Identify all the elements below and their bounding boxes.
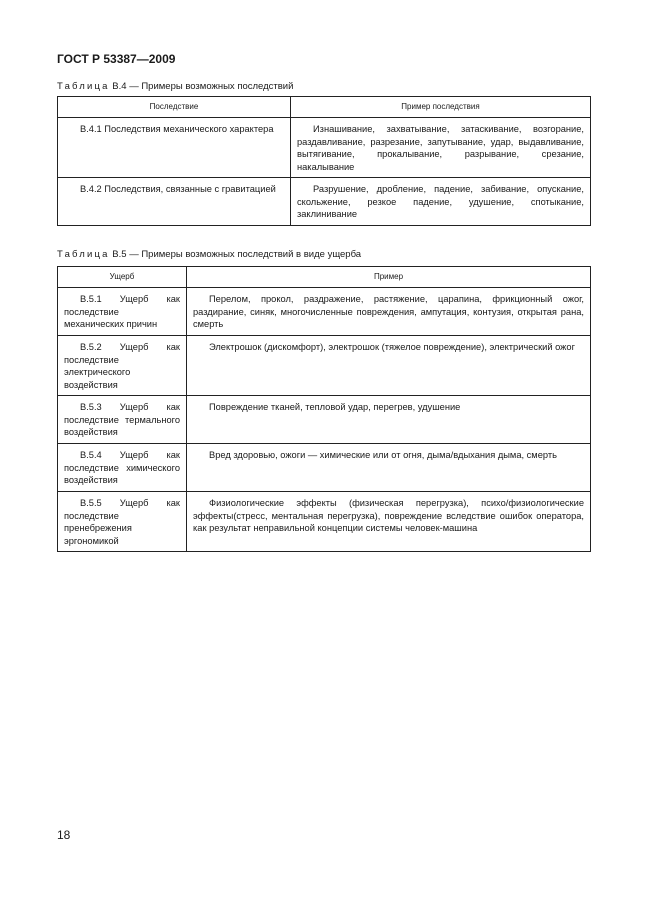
example-cell: Перелом, прокол, раздражение, растяжение, царапина, фрикционный ожог, раздирание, синяк, многочисленные повреждения, ампутация, контузия, открытая рана, смерть	[187, 288, 591, 336]
table-b5-caption-prefix: Таблица	[57, 249, 110, 260]
document-id: ГОСТ Р 53387—2009	[57, 52, 176, 66]
table-row	[58, 288, 591, 336]
table-b4-caption	[57, 81, 293, 92]
damage-cell: В.5.3 Ущерб как последствие термального воздействия	[58, 396, 187, 444]
damage-cell: В.5.5 Ущерб как последствие пренебрежения эргономикой	[58, 492, 187, 552]
table-b5-caption-title: В.5 — Примеры возможных последствий в виде ущерба	[109, 249, 362, 260]
column-header-example: Пример	[187, 267, 591, 288]
example-cell: Вред здоровью, ожоги — химические или от огня, дыма/вдыхания дыма, смерть	[187, 444, 591, 492]
column-header-example: Пример последствия	[291, 97, 591, 118]
example-cell: Разрушение, дробление, падение, забивание, опускание, скольжение, резкое падение, удушение, спотыкание, заклинивание	[291, 178, 591, 226]
example-cell: Физиологические эффекты (физическая перегрузка), психо/физиологические эффекты(стресс, ментальная перегрузка), повреждение вследствие ошибок оператора, как результат неправильной концепции системы человек-машина	[187, 492, 591, 552]
table-row	[58, 444, 591, 492]
table-row	[58, 336, 591, 396]
table-row	[58, 118, 591, 178]
table-b5	[57, 266, 591, 552]
table-row	[58, 492, 591, 552]
column-header-damage: Ущерб	[58, 267, 187, 288]
damage-cell: В.5.4 Ущерб как последствие химического воздействия	[58, 444, 187, 492]
consequence-cell: В.4.1 Последствия механического характера	[58, 118, 291, 178]
damage-cell: В.5.2 Ущерб как последствие электрического воздействия	[58, 336, 187, 396]
table-row	[58, 396, 591, 444]
damage-cell: В.5.1 Ущерб как последствие механических причин	[58, 288, 187, 336]
table-header-row	[58, 97, 591, 118]
column-header-consequence: Последствие	[58, 97, 291, 118]
table-row	[58, 178, 591, 226]
example-cell: Повреждение тканей, тепловой удар, перегрев, удушение	[187, 396, 591, 444]
example-cell: Изнашивание, захватывание, затаскивание, возгорание, раздавливание, разрезание, запутывание, удар, выдавливание, вытягивание, прокалывание, разрывание, срезание, накалывание	[291, 118, 591, 178]
table-header-row	[58, 267, 591, 288]
consequence-cell: В.4.2 Последствия, связанные с гравитацией	[58, 178, 291, 226]
table-b4	[57, 96, 591, 226]
table-b4-caption-title: В.4 — Примеры возможных последствий	[109, 81, 294, 92]
page-number: 18	[57, 828, 71, 842]
example-cell: Электрошок (дискомфорт), электрошок (тяжелое повреждение), электрический ожог	[187, 336, 591, 396]
table-b4-caption-prefix: Таблица	[57, 81, 110, 92]
table-b5-caption	[57, 249, 361, 260]
